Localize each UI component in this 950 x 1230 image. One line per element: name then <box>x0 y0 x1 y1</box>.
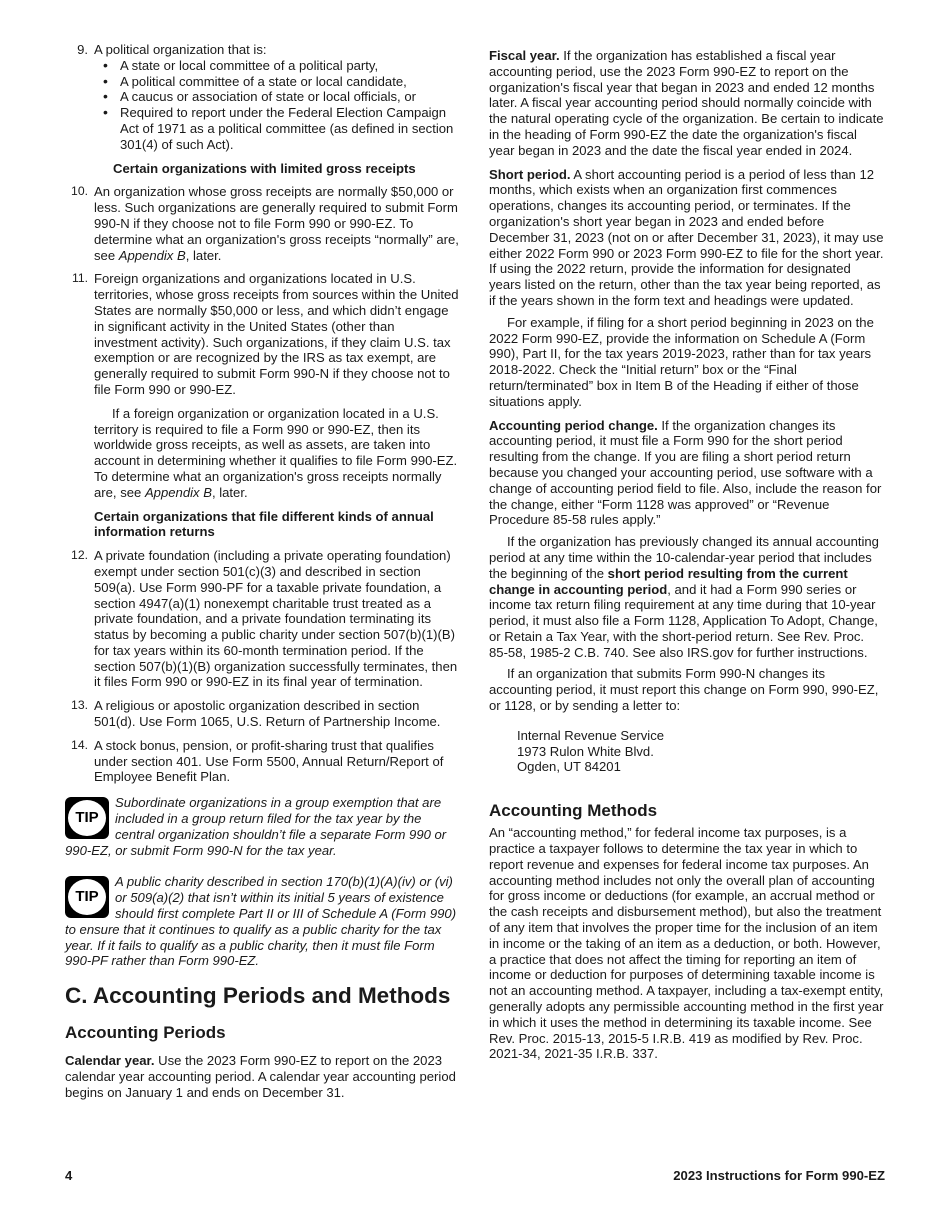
section-heading: C. Accounting Periods and Methods <box>65 983 451 1009</box>
paragraph-text: A short accounting period is a period of less than 12 months, which exists when an organization first commences operations, changes its accounting period, or terminates. If the organization's short year began in 2023 and ended before December 31, 2023 (not on or after December 31, 2023), it may use either 2022 Form 990 or 2023 Form 990-EZ to file for the short year. If using the 2022 return, provide the information for designated years listed on the return, other than the tax year being reported, as if the years shown in the form text and headings were updated. <box>489 166 884 308</box>
run-in-heading: Fiscal year. <box>489 48 560 63</box>
paragraph-text-end: , and it had a Form 990 series or income tax return filing requirement at any time during that 10-year period, it must also file a Form 1128, Application To Adopt, Change, or Retain a Tax Year, with the short-period return. See Rev. Proc. 85-58, 1985-2 C.B. 740. See also IRS.gov for further instructions. <box>489 581 878 660</box>
paragraph-text: Use the 2023 Form 990-EZ to report on the 2023 calendar year accounting period. A calendar year accounting period begins on January 1 and ends on December 31. <box>65 1053 456 1100</box>
item-text: A religious or apostolic organization described in section 501(d). Use Form 1065, U.S. Return of Partnership Income. <box>94 698 441 730</box>
list-item-14 <box>65 738 461 785</box>
list-item-11 <box>65 271 461 500</box>
subheading-different-returns: Certain organizations that file different kinds of annual information returns <box>94 508 434 540</box>
bullet-list <box>94 58 461 153</box>
bullet-item: • A political committee of a state or local candidate, <box>120 74 461 90</box>
left-column <box>65 42 461 1109</box>
item-text-end: , later. <box>185 247 222 263</box>
address-line: 1973 Rulon White Blvd. <box>517 743 654 759</box>
appendix-ref: Appendix B <box>144 484 212 500</box>
tip-icon <box>65 876 109 918</box>
address-line: Internal Revenue Service <box>517 727 665 743</box>
item-paragraph <box>94 406 461 501</box>
tip-text: Subordinate organizations in a group exemption that are included in a group return filed for the tax year by the central organization shouldn’t file a separate Form 990 or 990-EZ, or submit Form 990-N for the tax year. <box>65 795 447 858</box>
item-number: 10. <box>71 184 88 199</box>
short-period-paragraph <box>489 167 885 309</box>
run-in-heading: Calendar year. <box>65 1053 155 1069</box>
bullet-item: • Required to report under the Federal Election Campaign Act of 1971 as a political committee (as defined in section 301(4) of such Act). <box>120 105 461 152</box>
mailing-address <box>489 728 885 775</box>
item-number: 12. <box>71 548 88 563</box>
item-number: 14. <box>71 737 88 752</box>
paragraph-text: If the organization has established a fiscal year accounting period, use the 2023 Form 990-EZ to report on the organization's fiscal year that began in 2023 and ended 12 months later. A fiscal year accounting period should normally coincide with the natural operating cycle of the organization. Be certain to indicate in the heading of Form 990-EZ the date the organization's fiscal year began in 2023 and the date the fiscal year ended in 2024. <box>489 48 884 158</box>
footer-form-title: 2023 Instructions for Form 990-EZ <box>673 1168 885 1183</box>
item-text: A political organization that is: <box>94 42 267 57</box>
paragraph-text: If the organization has previously changed its annual accounting period at any time within the 10-calendar-year period that includes the beginning of the <box>489 534 879 581</box>
paragraph-text-end: , later. <box>211 484 248 500</box>
item-number: 11. <box>71 271 88 286</box>
tip-label: TIP <box>68 879 106 915</box>
fiscal-year-paragraph <box>489 48 885 159</box>
item-text: Foreign organizations and organizations located in U.S. territories, whose gross receipts from sources within the United States are normally $50,000 or less, and which didn’t engage in significant activity in the United States (other than investment activity). Such organizations, if they claim U.S. tax exemption or are recognized by the IRS as tax exempt, are generally required to submit Form 990-N if they choose not to file Form 990 or 990-EZ. <box>94 271 459 397</box>
page-number: 4 <box>65 1168 73 1183</box>
tip-box <box>65 795 461 858</box>
item-number: 13. <box>71 698 88 713</box>
previous-change-paragraph <box>489 534 885 660</box>
tip-label: TIP <box>68 800 106 836</box>
item-number: 9. <box>77 42 88 57</box>
right-column <box>489 48 885 1070</box>
subheading-limited-receipts: Certain organizations with limited gross receipts <box>113 160 416 176</box>
tip-icon <box>65 797 109 839</box>
list-item-10 <box>65 184 461 263</box>
list-item-12 <box>65 548 461 690</box>
bullet-item: • A state or local committee of a political party, <box>120 58 461 74</box>
run-in-heading: Short period. <box>489 166 571 182</box>
paragraph-text: If the organization changes its accounting period, it must file a Form 990 for the short period resulting from the change. If you are filing a short period return because you changed your accounting period, use software with a change of accounting period field to file. Also, include the reason for the change, either “Form 1128 was approved” or “Revenue Procedure 85-58 rules apply.” <box>489 417 882 528</box>
bullet-item: • A caucus or association of state or local officials, or <box>120 89 461 105</box>
tip-text: A public charity described in section 170(b)(1)(A)(iv) or (vi) or 509(a)(2) that isn’t within its initial 5 years of existence should first complete Part II or III of Schedule A (Form 990) to ensure that it continues to qualify as a public charity for the tax year. If it fails to qualify as a public charity, then it must file Form 990-PF rather than Form 990-EZ. <box>65 874 457 969</box>
item-text: A private foundation (including a private operating foundation) exempt under section 501(c)(3) and described in section 509(a). Use Form 990-PF for a taxable private foundation, a section 4947(a)(1) nonexempt charitable trust treated as a private foundation, and a private foundation terminating its status by becoming a public charity under section 507(b)(1)(B) for tax years within its 60-month termination period. If the section 507(b)(1)(B) organization successfully terminates, then it files Form 990 or 990-EZ in its final year of termination. <box>94 548 458 690</box>
example-paragraph: For example, if filing for a short period beginning in 2023 on the 2022 Form 990-EZ, provide the information on Schedule A (Form 990), Part II, for the tax years 2019-2023, rather than for tax years 2018-2022. Check the “Initial return” box or the “Final return/terminated” box in Item B of the Heading if either of those situations apply. <box>489 314 874 409</box>
accounting-methods-heading: Accounting Methods <box>489 801 658 821</box>
list-item-13 <box>65 698 461 730</box>
paragraph-text: If a foreign organization or organization located in a U.S. territory is required to file a Form 990 or 990-EZ, then its worldwide gross receipts, as well as assets, are taken into account in determining whether it qualifies to file Form 990-EZ. To determine what an organization's gross receipts normally are, see <box>94 405 458 500</box>
bold-phrase: short period resulting from the current change in accounting period <box>489 565 848 597</box>
appendix-ref: Appendix B <box>118 247 186 263</box>
period-change-paragraph <box>489 418 885 529</box>
form-990n-paragraph: If an organization that submits Form 990-N changes its accounting period, it must report this change on Form 990, 990-EZ, or 1128, or by sending a letter to: <box>489 666 879 714</box>
run-in-heading: Accounting period change. <box>489 417 658 433</box>
item-text: A stock bonus, pension, or profit-sharing trust that qualifies under section 401. Use Form 5500, Annual Return/Report of Employee Benefit Plan. <box>94 737 444 785</box>
tip-box <box>65 874 461 969</box>
accounting-periods-heading: Accounting Periods <box>65 1023 226 1043</box>
address-line: Ogden, UT 84201 <box>517 759 621 775</box>
list-item-9 <box>65 42 461 153</box>
item-text: An organization whose gross receipts are normally $50,000 or less. Such organizations are generally required to submit Form 990-N if they choose not to file Form 990 or 990-EZ. To determine what an organization's gross receipts “normally” are, see <box>94 184 459 263</box>
calendar-year-paragraph <box>65 1053 461 1100</box>
accounting-methods-paragraph: An “accounting method,” for federal income tax purposes, is a practice a taxpayer follows to determine the tax year in which to report revenue and expenses for federal income tax purposes. An accounting method includes not only the overall plan of accounting for gross income or deductions (for example, an accrual method or the cash receipts and disbursement method), but also the treatment of any item that involves the proper time for the inclusion of an item in income or the taking of an item as a deduction, or both. However, a practice that does not affect the timing for reporting an item of income or deduction for purposes of determining taxable income is not an accounting method. A taxpayer, including a tax-exempt entity, generally adopts any permissible accounting method in the first year in which it uses the method in determining its taxable income. See Rev. Proc. 2015-13, 2015-5 I.R.B. 419 as modified by Rev. Proc. 2021-34, 2021-35 I.R.B. 337. <box>489 825 884 1062</box>
